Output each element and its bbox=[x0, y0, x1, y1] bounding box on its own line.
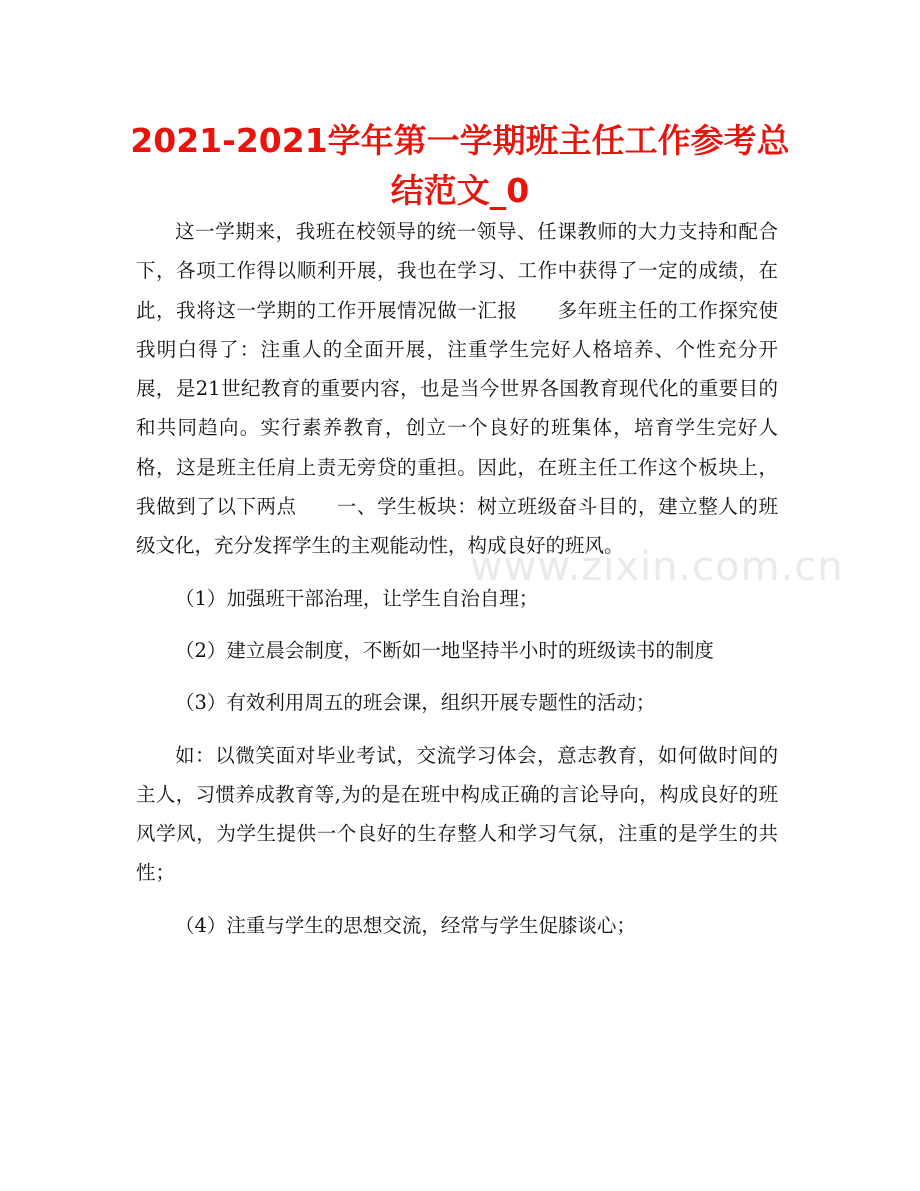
list-item-4: （4）注重与学生的思想交流，经常与学生促膝谈心； bbox=[175, 913, 636, 937]
watermark-text: www.zixin.com.cn bbox=[470, 544, 844, 590]
list-item-2: （2）建立晨会制度，不断如一地坚持半小时的班级读书的制度 bbox=[175, 638, 714, 662]
document-title: 2021-2021学年第一学期班主任工作参考总结范文_0 bbox=[130, 121, 790, 210]
intro-paragraph: 这一学期来，我班在校领导的统一领导、任课教师的大力支持和配合下，各项工作得以顺利开展，我也在学习、工作中获得了一定的成绩，在此，我将这一学期的工作开展情况做一汇报 多年班主任的工作探究使我明白得了：注重人的全面开展，注重学生完好人格培养、个性充分开展，是21世纪教育的重要内容，也是当今世界各国教育现代化的重要目的和共同趋向。实行素养教育，创立一个良好的班集体，培育学生完好人格，这是班主任肩上责无旁贷的重担。因此，在班主任工作这个板块上，我做到了以下两点 一、学生板块：树立班级奋斗目的，建立整人的班级文化，充分发挥学生的主观能动性，构成良好的班风。 bbox=[136, 220, 778, 558]
example-paragraph: 如：以微笑面对毕业考试，交流学习体会，意志教育，如何做时间的主人，习惯养成教育等,为的是在班中构成正确的言论导向，构成良好的班风学风，为学生提供一个良好的生存整人和学习气氛，注重的是学生的共性； bbox=[136, 743, 778, 885]
list-item-1: （1）加强班干部治理，让学生自治自理； bbox=[175, 586, 539, 610]
list-item-3: （3）有效利用周五的班会课，组织开展专题性的活动； bbox=[175, 691, 656, 715]
